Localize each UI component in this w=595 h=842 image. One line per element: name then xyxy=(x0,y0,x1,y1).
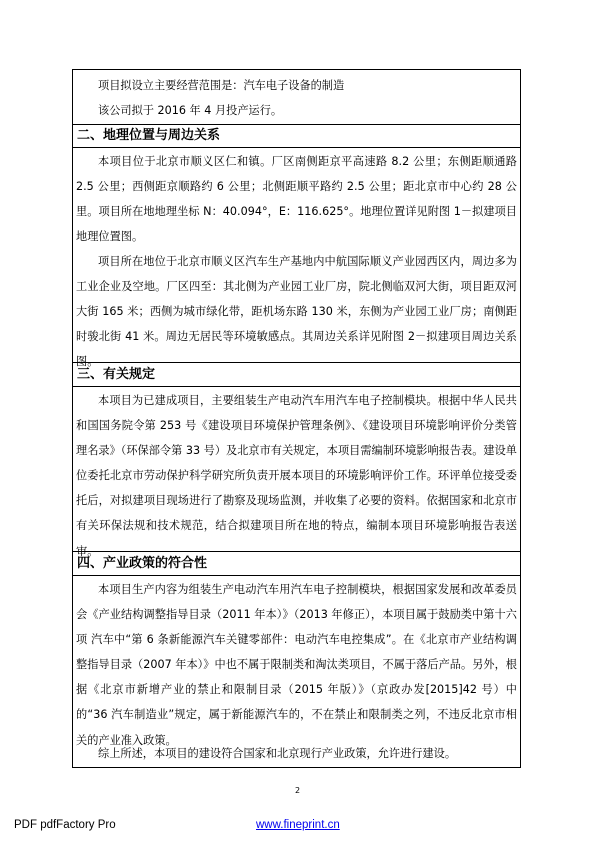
section-heading: 三、有关规定 xyxy=(77,367,156,382)
section-paragraph: 项目所在地位于北京市顺义区汽车生产基地内中航国际顺义产业园西区内，周边多为工业企业及空地。厂区四至：其北侧为产业园工业厂房，院北侧临双河大街，项目距双河大街 165 米；西侧为城市绿化带，距机场东路 130 米，东侧为产业园工业厂房；南侧距时骏北街 41 米。周边无居民等环境敏感点。其周边关系详见附图 2－拟建项目周边关系图。 xyxy=(76,255,517,369)
section-paragraph: 本项目为已建成项目，主要组装生产电动汽车用汽车电子控制模块。根据中华人民共和国国务院令第 253 号《建设项目环境保护管理条例》、《建设项目环境影响评价分类管理名录》（环保部令第 33 号）及北京市有关规定，本项目需编制环境影响报告表。建设单位委托北京市劳动保护科学研究所负责开展本项目的环境影响评价工作。环评单位接受委托后，对拟建项目现场进行了勘察及现场监测，并收集了必要的资料。依据国家和北京市有关环保法规和技术规范，结合拟建项目所在地的特点，编制本项目环境影响报告表送审。 xyxy=(76,394,517,558)
document-frame xyxy=(72,69,521,768)
section-heading: 二、地理位置与周边关系 xyxy=(77,128,221,143)
section-divider xyxy=(73,551,520,552)
section-divider xyxy=(73,124,520,125)
section-paragraph: 本项目位于北京市顺义区仁和镇。厂区南侧距京平高速路 8.2 公里；东侧距顺通路 2.5 公里；西侧距京顺路约 6 公里；北侧距顺平路约 2.5 公里；距北京市中心约 28 公里。项目所在地地理坐标 N：40.094°，E：116.625°。地理位置详见附图 1－拟建项目地理位置图。 xyxy=(76,155,517,244)
intro-start: 该公司拟于 2016 年 4 月投产运行。 xyxy=(98,104,283,117)
page-number: 2 xyxy=(294,786,301,795)
intro-scope: 项目拟设立主要经营范围是：汽车电子设备的制造 xyxy=(98,79,345,92)
section-paragraph: 综上所述，本项目的建设符合国家和北京现行产业政策，允许进行建设。 xyxy=(98,747,457,760)
section-heading: 四、产业政策的符合性 xyxy=(77,556,208,571)
footer-producer: PDF pdfFactory Pro xyxy=(14,819,116,831)
section-divider xyxy=(73,147,520,148)
section-paragraph: 本项目生产内容为组装生产电动汽车用汽车电子控制模块，根据国家发展和改革委员会《产业结构调整指导目录（2011 年本）》（2013 年修正），本项目属于鼓励类中第十六项 汽车中“第 6 条新能源汽车关键零部件：电动汽车电控集成”。在《北京市产业结构调整指导目录（2007 年本）》中也不属于限制类和淘汰类项目，不属于落后产品。另外，根据《北京市新增产业的禁止和限制目录（2015 年版）》（京政办发[2015]42 号）中的“36 汽车制造业”规定，属于新能源汽车的，不在禁止和限制类之列，不违反北京市相关的产业准入政策。 xyxy=(76,583,517,747)
footer-link[interactable]: www.fineprint.cn xyxy=(256,819,340,831)
section-divider xyxy=(73,386,520,387)
section-divider xyxy=(73,575,520,576)
section-divider xyxy=(73,362,520,363)
